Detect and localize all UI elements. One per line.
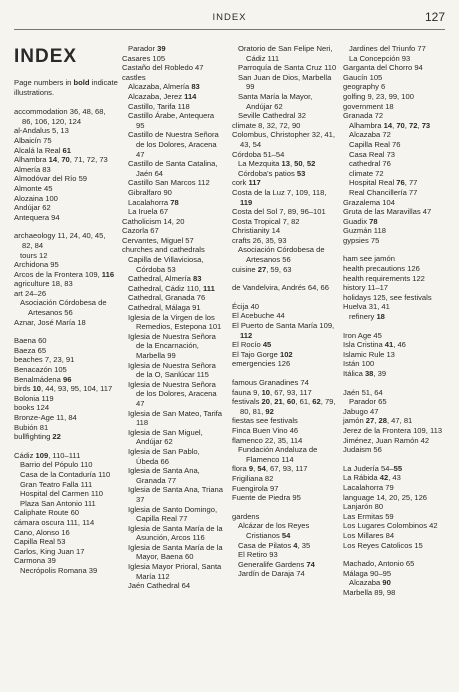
- index-subentry: Fundación Andaluza de Flamenco 114: [238, 445, 318, 464]
- entry-gap: [14, 222, 118, 231]
- index-entry: flora 9, 54, 67, 93, 117: [232, 464, 308, 474]
- index-entry: health precautions 126: [343, 264, 420, 274]
- index-subentry: Barrio del Pópulo 110: [20, 460, 93, 470]
- index-entry: castles: [122, 72, 146, 82]
- index-entry: al-Andalus 5, 13: [14, 126, 69, 136]
- entry-gap: [232, 274, 338, 283]
- index-entry: fauna 9, 10, 67, 93, 117: [232, 387, 312, 397]
- index-entry: flamenco 22, 35, 114: [232, 435, 303, 445]
- index-subentry: Iglesia de San Mateo, Tarifa 118: [128, 408, 222, 428]
- index-entry: accommodation 36, 48, 68, 86, 106, 120, 124: [14, 107, 106, 126]
- index-entry: Colombus, Christopher 32, 41, 43, 54: [232, 130, 335, 149]
- index-subentry: Iglesia Mayor Prioral, Santa María 112: [128, 562, 222, 581]
- index-entries-1: [14, 107, 118, 575]
- index-entry: Granada 72: [343, 111, 384, 121]
- index-entry: Alhambra 14, 70, 71, 72, 73: [14, 155, 108, 165]
- index-entry: birds 10, 44, 93, 95, 104, 117: [14, 384, 113, 394]
- index-entry: Baena 60: [14, 336, 47, 346]
- index-entry: ham see jamón: [343, 254, 395, 264]
- index-entry: Marbella 89, 98: [343, 587, 396, 597]
- index-entry: Istán 100: [343, 359, 375, 369]
- index-entry: cámara oscura 111, 114: [14, 517, 95, 527]
- index-subentry: Alhambra 14, 70, 72, 73: [349, 120, 431, 130]
- index-subentry: Parador 65: [349, 397, 387, 407]
- index-entry: Benalmádena 96: [14, 374, 72, 384]
- index-entry: jamón 27, 28, 47, 81: [343, 416, 413, 426]
- index-entry: Judaism 56: [343, 445, 382, 455]
- index-entry: agriculture 18, 83: [14, 279, 73, 289]
- index-entry: Bolonia 119: [14, 393, 54, 403]
- index-entry: Isla Cristina 41, 46: [343, 340, 406, 350]
- index-subentry: Iglesia de Nuestra Señora de los Dolores, Aracena 47: [128, 379, 217, 408]
- index-subentry: Gran Teatro Falla 111: [20, 479, 93, 489]
- index-subentry: Jardines del Triunfo 77: [349, 44, 426, 53]
- index-subentry: Alcazaba 90: [349, 578, 391, 588]
- index-column-1: [14, 44, 118, 576]
- index-subentry: Alcázar de los Reyes Cristianos 54: [238, 521, 310, 540]
- index-subentry: Casa Real 73: [349, 149, 396, 159]
- index-entry: Jerez de la Frontera 109, 113: [343, 425, 443, 435]
- index-entry: health requirements 122: [343, 273, 425, 283]
- index-entry: de Vandelvira, Andrés 64, 66: [232, 283, 329, 293]
- index-subentry: Lacalahorra 78: [128, 197, 179, 207]
- index-entry: Alozaina 100: [14, 193, 58, 203]
- index-entry: Baeza 65: [14, 345, 47, 355]
- index-entry: Lacalahorra 79: [343, 482, 394, 492]
- index-entry: Christianity 14: [232, 226, 281, 236]
- index-entry: art 24–26: [14, 288, 47, 298]
- index-entry: cuisine 27, 59, 63: [232, 264, 292, 274]
- index-subentry: Castillo de Santa Catalina, Jaén 64: [128, 159, 218, 178]
- index-entry: Caliphate Route 60: [14, 508, 80, 518]
- index-entry: El Puerto de Santa María 109, 112: [232, 321, 335, 340]
- index-entry: bullfighting 22: [14, 432, 61, 442]
- index-entry: Costa del Sol 7, 89, 96–101: [232, 207, 326, 217]
- index-column-3: [232, 44, 338, 579]
- index-entry: language 14, 20, 25, 126: [343, 492, 428, 502]
- entry-gap: [343, 379, 447, 388]
- index-entry: Jaén 51, 64: [343, 387, 383, 397]
- index-subentry: Córdoba's patios 53: [238, 168, 306, 178]
- index-entry: Andújar 62: [14, 203, 51, 213]
- index-column-2: [122, 44, 224, 591]
- index-entry: Antequera 94: [14, 212, 60, 222]
- index-subentry: Castillo San Marcos 112: [128, 178, 210, 188]
- index-entry: Gruta de las Maravillas 47: [343, 207, 432, 217]
- index-subentry: La Iruela 67: [128, 207, 169, 217]
- index-entry: Costa de la Luz 7, 109, 118, 119: [232, 187, 327, 207]
- index-subentry: Asociación Córdobesa de Artesanos 56: [238, 245, 325, 265]
- index-entry: festivals 20, 21, 60, 61, 62, 79, 80, 81, 92: [232, 397, 336, 416]
- index-entry: La Judería 54–55: [343, 463, 403, 473]
- index-subentry: San Juan de Dios, Marbella 99: [238, 72, 332, 92]
- index-entry: El Tajo Gorge 102: [232, 349, 293, 359]
- index-subentry: Iglesia de Nuestra Señora de la O, Sanlúcar 115: [128, 360, 216, 380]
- entry-gap: [14, 327, 118, 336]
- index-subentry: Real Chancillería 77: [349, 187, 418, 197]
- index-entry: El Rocío 45: [232, 340, 272, 350]
- index-subentry: Parroquía de Santa Cruz 110: [238, 63, 337, 73]
- page-number: 127: [424, 10, 445, 24]
- index-entry: churches and cathedrals: [122, 245, 205, 255]
- index-entry: Carlos, King Juan 17: [14, 546, 85, 556]
- index-subentry: Iglesia de Santa Ana, Granada 77: [128, 466, 200, 485]
- index-subentry: Castillo de Nuestra Señora de los Dolores, Aracena 47: [128, 130, 219, 159]
- index-subentry: Cathedral, Granada 76: [128, 293, 206, 303]
- index-entry: Finca Buen Vino 46: [232, 425, 299, 435]
- index-subentry: La Mezquita 13, 50, 52: [238, 159, 316, 169]
- index-entry: climate 8, 32, 72, 90: [232, 120, 301, 130]
- index-entry: Fuengirola 97: [232, 483, 279, 493]
- index-entry: El Acebuche 44: [232, 311, 285, 321]
- index-subentry: Iglesia de la Virgen de los Remedios, Estepona 101: [128, 312, 222, 332]
- index-subentry: Iglesia de Santa María de la Asunción, Arcos 116: [128, 523, 223, 543]
- header-rule: [14, 29, 445, 30]
- index-entry: Guzmán 118: [343, 226, 386, 236]
- index-entry: Las Ermitas 59: [343, 511, 394, 521]
- entry-gap: [232, 503, 338, 512]
- index-subentry: Necrópolis Romana 39: [20, 565, 98, 575]
- index-entry: famous Granadines 74: [232, 378, 309, 387]
- index-entry: Costa Tropical 7, 82: [232, 216, 300, 226]
- index-subentry: Oratorio de San Felipe Neri, Cádiz 111: [238, 44, 333, 63]
- index-subentry: Parador 39: [128, 44, 166, 53]
- index-subentry: climate 72: [349, 168, 384, 178]
- index-subentry: Cathedral, Almería 83: [128, 274, 202, 284]
- index-subentry: refinery 18: [349, 312, 385, 322]
- index-entry: archaeology 11, 24, 40, 45, 82, 84: [14, 231, 106, 250]
- index-entry: Jabugo 47: [343, 406, 379, 416]
- index-entry: Garganta del Chorro 94: [343, 63, 423, 73]
- index-entry: Los Lugares Colombinos 42: [343, 521, 438, 531]
- index-entry: holidays 125, see festivals: [343, 292, 432, 302]
- index-subentry: Asociación Córdobesa de Artesanos 56: [20, 298, 107, 318]
- index-entry: Almería 83: [14, 164, 51, 174]
- index-subentry: Hospital del Carmen 110: [20, 489, 104, 499]
- entry-gap: [343, 322, 447, 331]
- index-subentry: Hospital Real 76, 77: [349, 178, 418, 188]
- index-entry: crafts 26, 35, 93: [232, 235, 287, 245]
- entry-gap: [343, 245, 447, 254]
- index-entry: Archidona 95: [14, 260, 59, 270]
- entry-gap: [343, 550, 447, 559]
- index-entry: fiestas see festivals: [232, 416, 298, 426]
- index-entry: Alcalá la Real 61: [14, 145, 71, 155]
- index-entry: gypsies 75: [343, 235, 380, 245]
- index-entry: gardens: [232, 511, 260, 521]
- index-entry: Grazalema 104: [343, 197, 395, 207]
- index-subentry: Casa de la Contaduría 110: [20, 469, 111, 479]
- index-note: Page numbers in bold indicate illustrations.: [14, 78, 118, 97]
- index-entry: La Rábida 42, 43: [343, 473, 401, 483]
- index-entry: Almonte 45: [14, 183, 53, 193]
- index-entry: government 18: [343, 101, 394, 111]
- index-entry: golfing 9, 23, 99, 100: [343, 91, 414, 101]
- index-entry: Los Reyes Catolicos 15: [343, 540, 423, 550]
- index-subentry: Casa de Pilatos 4, 35: [238, 540, 311, 550]
- index-title: INDEX: [14, 46, 78, 67]
- index-subentry: El Retiro 93: [238, 550, 278, 560]
- index-entry: Itálica 38, 39: [343, 369, 387, 378]
- index-entry: Cano, Alonso 16: [14, 527, 70, 537]
- index-entry: Córdoba 51–54: [232, 149, 285, 159]
- index-entry: Castaño del Robledo 47: [122, 63, 204, 73]
- entry-gap: [232, 293, 338, 302]
- index-subentry: Iglesia de Santa María de la Mayor, Baena 60: [128, 542, 223, 562]
- index-entry: geography 6: [343, 82, 386, 92]
- index-subentry: Iglesia de San Miguel, Andújar 62: [128, 427, 203, 447]
- running-header-title: INDEX: [212, 12, 247, 23]
- index-entry: books 124: [14, 403, 50, 413]
- index-entry: beaches 7, 23, 91: [14, 355, 75, 365]
- index-subentry: La Concepción 93: [349, 53, 411, 63]
- index-entry: Gaucín 105: [343, 72, 383, 82]
- index-entry: Aznar, José María 18: [14, 317, 86, 327]
- index-entry: Casares 105: [122, 53, 166, 63]
- index-entry: Cazorla 67: [122, 226, 159, 236]
- index-entry: Bubión 81: [14, 422, 49, 432]
- entry-gap: [232, 369, 338, 378]
- index-entry: Machado, Antonio 65: [343, 559, 415, 569]
- index-subentry: Cathedral, Cádiz 110, 111: [128, 283, 215, 293]
- index-subentry: Gibralfaro 90: [128, 187, 172, 197]
- index-subentry: Iglesia de Santo Domingo, Capilla Real 77: [128, 504, 218, 524]
- index-subentry: Plaza San Antonio 111: [20, 498, 96, 508]
- index-entry: Albaicín 75: [14, 135, 52, 145]
- index-subentry: Jaén Cathedral 64: [128, 581, 191, 591]
- index-entry: Málaga 90–95: [343, 568, 392, 578]
- index-entry: Fuente de Piedra 95: [232, 493, 301, 503]
- index-subentry: Jardín de Daraja 74: [238, 569, 305, 579]
- index-entry: Huelva 31, 41: [343, 302, 390, 312]
- index-entry: Guadix 78: [343, 216, 378, 226]
- index-entry: Cervantes, Miguel 57: [122, 235, 194, 245]
- index-entry: Frigiliana 82: [232, 473, 274, 483]
- index-entry: Carmona 39: [14, 556, 56, 566]
- index-subentry: Santa María la Mayor, Andújar 62: [238, 91, 313, 111]
- index-subentry: tours 12: [20, 250, 48, 260]
- entry-gap: [14, 442, 118, 451]
- index-entry: Iron Age 45: [343, 330, 382, 340]
- index-subentry: Iglesia de Nuestra Señora de la Encarnación, Marbella 99: [128, 331, 216, 360]
- index-entry: Cádiz 109, 110–111: [14, 450, 81, 460]
- index-entry: Écija 40: [232, 301, 260, 311]
- index-subentry: Iglesia de San Pablo, Úbeda 66: [128, 446, 200, 466]
- index-subentry: cathedral 76: [349, 159, 391, 169]
- index-entry: cork 117: [232, 178, 261, 188]
- index-subentry: Cathedral, Málaga 91: [128, 303, 201, 313]
- index-subentry: Alcazaba, Almería 83: [128, 82, 200, 92]
- index-subentry: Seville Cathedral 32: [238, 111, 306, 121]
- index-subentry: Capilla Real 76: [349, 139, 401, 149]
- index-entry: Benacazón 105: [14, 365, 67, 375]
- entry-gap: [343, 455, 447, 464]
- index-column-4: [343, 44, 447, 597]
- index-subentry: Alcazaba 72: [349, 130, 391, 140]
- index-entry: Jiménez, Juan Ramón 42: [343, 435, 430, 445]
- index-entry: Islamic Rule 13: [343, 349, 395, 359]
- index-subentry: Iglesia de Santa Ana, Triana 37: [128, 485, 223, 504]
- index-entry: Catholicism 14, 20: [122, 216, 185, 226]
- index-subentry: Castillo, Tarifa 118: [128, 101, 190, 111]
- index-entry: Lanjarón 80: [343, 502, 384, 512]
- index-entry: Almodóvar del Río 59: [14, 174, 88, 184]
- index-subentry: Capilla de Villaviciosa, Córdoba 53: [128, 255, 204, 274]
- index-entry: Arcos de la Frontera 109, 116: [14, 269, 115, 279]
- index-entry: Bronze-Age 11, 84: [14, 413, 77, 422]
- index-subentry: Generalife Gardens 74: [238, 559, 315, 569]
- index-entry: history 11–17: [343, 283, 389, 293]
- running-header: [0, 0, 459, 30]
- index-subentry: Alcazaba, Jerez 114: [128, 91, 197, 101]
- index-subentry: Castillo Árabe, Antequera 95: [128, 111, 215, 130]
- index-entry: emergencies 126: [232, 359, 291, 369]
- index-entry: Capilla Real 53: [14, 537, 66, 547]
- index-entry: Los Millares 84: [343, 530, 395, 540]
